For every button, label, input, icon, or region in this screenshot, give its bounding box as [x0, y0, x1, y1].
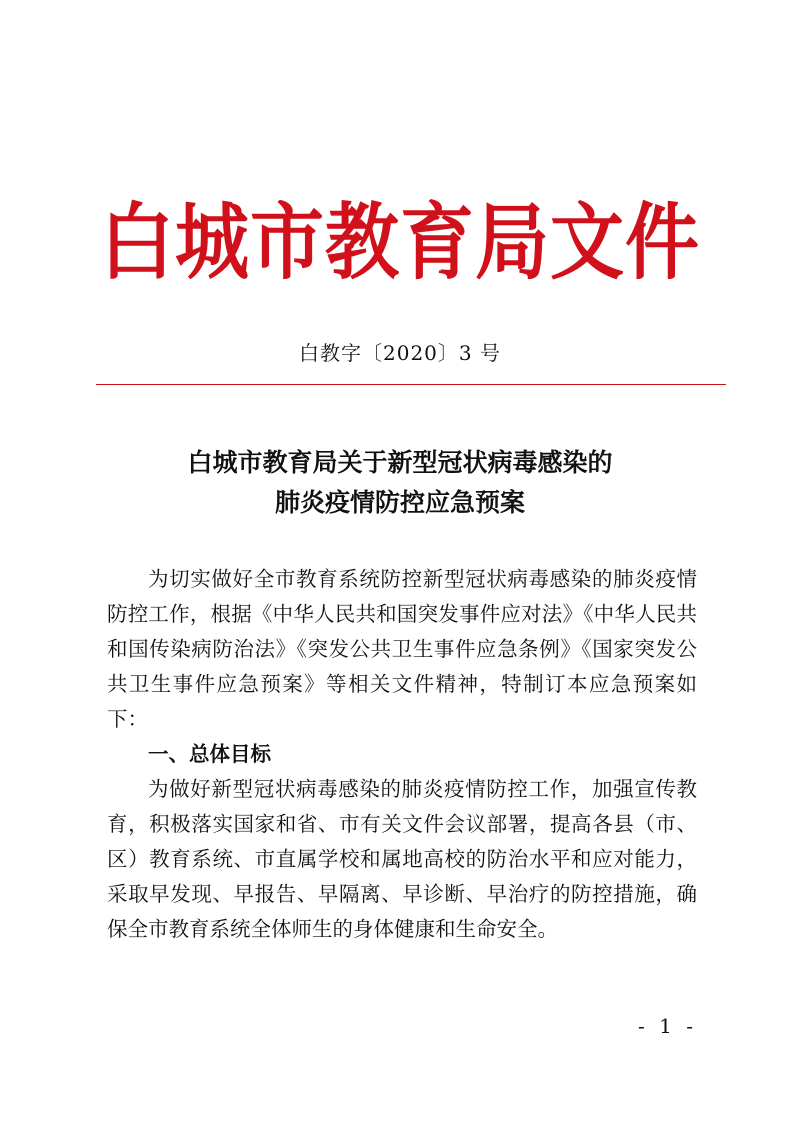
title-line-2: 肺炎疫情防控应急预案 [274, 488, 525, 517]
document-number: 白教字〔2020〕3 号 [299, 341, 501, 365]
page-number: - 1 - [638, 1014, 697, 1038]
title-line-1: 白城市教育局关于新型冠状病毒感染的 [187, 448, 613, 477]
red-separator-line [96, 384, 726, 385]
section-heading-1: 一、总体目标 [148, 742, 271, 766]
section-paragraph-1: 为做好新型冠状病毒感染的肺炎疫情防控工作，加强宣传教育，积极落实国家和省、市有关文件会议部署，提高各县（市、区）教育系统、市直属学校和属地高校的防治水平和应对能力，采取早发现、早报告、早隔离、早诊断、早治疗的防控措施，确保全市教育系统全体师生的身体健康和生命安全。 [107, 777, 697, 941]
document-masthead: 白城市教育局文件 [100, 194, 700, 292]
document-title [0, 443, 800, 523]
intro-paragraph: 为切实做好全市教育系统防控新型冠状病毒感染的肺炎疫情防控工作，根据《中华人民共和国突发事件应对法》《中华人民共和国传染病防治法》《突发公共卫生事件应急条例》《国家突发公共卫生事件应急预案》等相关文件精神，特制订本应急预案如下： [107, 567, 697, 731]
document-body [107, 562, 697, 947]
